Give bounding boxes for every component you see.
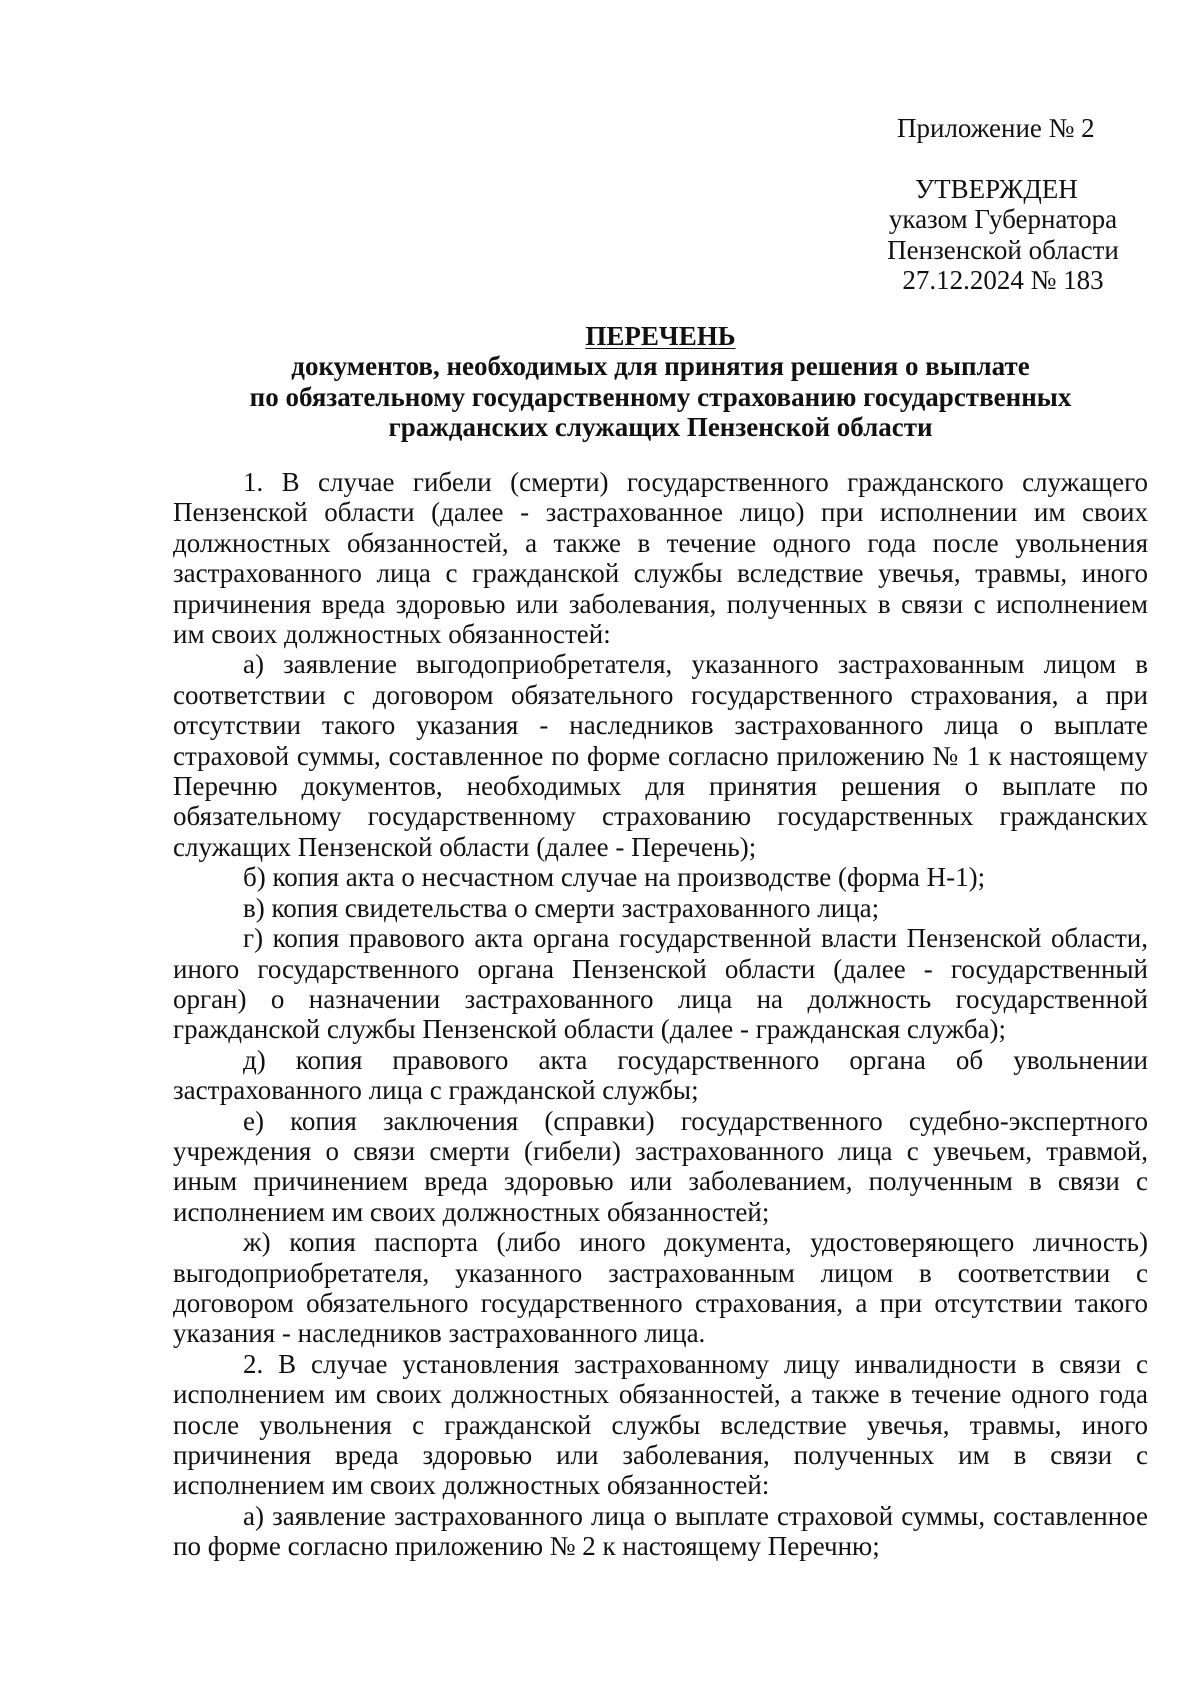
paragraph-1f: е) копия заключения (справки) государственного судебно-экспертного учреждения о связи смерти (гибели) застрахованного лица с увечьем, травмой, иным причинением вреда здоровью или заболеванием, полученным в связи с исполнением им своих должностных обязанностей; [173,1105,1148,1227]
title-line-2: по обязательному государственному страхованию государственных [249,381,1072,412]
approval-region: Пензенской области [887,234,1119,265]
title-line-3: гражданских служащих Пензенской области [388,412,933,443]
paragraph-2: 2. В случае установления застрахованному лицу инвалидности в связи с исполнением им своих должностных обязанностей, а также в течение одного года после увольнения с гражданской службы вследствие увечья, травмы, иного причинения вреда здоровью или заболевания, полученных им в связи с исполнением им своих должностных обязанностей: [173,1348,1148,1501]
paragraph-1: 1. В случае гибели (смерти) государственного гражданского служащего Пензенской области (далее - застрахованное лицо) при исполнении им своих должностных обязанностей, а также в течение одного года после увольнения застрахованного лица с гражданской службы вследствие увечья, травмы, иного причинения вреда здоровью или заболевания, полученных в связи с исполнением им своих должностных обязанностей: [173,467,1148,650]
appendix-label: Приложение № 2 [897,113,1095,143]
paragraph-1d: г) копия правового акта органа государственной власти Пензенской области, иного государственного органа Пензенской области (далее - государственный орган) о назначении застрахованного лица на должность государственной гражданской службы Пензенской области (далее - гражданская служба); [173,923,1148,1045]
approval-status: УТВЕРЖДЕН [915,174,1078,204]
approval-stamp-block [878,174,1128,296]
paragraph-1g: ж) копия паспорта (либо иного документа, удостоверяющего личность) выгодоприобретателя, указанного застрахованным лицом в соответствии с договором обязательного государственного страхования, а при отсутствии такого указания - наследников застрахованного лица. [173,1227,1148,1349]
paragraph-1c: в) копия свидетельства о смерти застрахованного лица; [243,892,880,923]
approval-date-number: 27.12.2024 № 183 [902,265,1104,296]
paragraph-1e: д) копия правового акта государственного органа об увольнении застрахованного лица с гражданской службы; [173,1044,1148,1106]
document-body [173,467,1148,1562]
paragraph-1a: а) заявление выгодоприобретателя, указанного застрахованным лицом в соответствии с договором обязательного государственного страхования, а при отсутствии такого указания - наследников застрахованного лица о выплате страховой суммы, составленное по форме согласно приложению № 1 к настоящему Перечню документов, необходимых для принятия решения о выплате по обязательному государственному страхованию государственных гражданских служащих Пензенской области (далее - Перечень); [173,649,1148,862]
approval-authority: указом Губернатора [888,204,1118,235]
title-main: ПЕРЕЧЕНЬ [585,321,736,351]
paragraph-1b: б) копия акта о несчастном случае на производстве (форма Н-1); [243,862,986,893]
paragraph-2a: а) заявление застрахованного лица о выплате страховой суммы, составленное по форме согласно приложению № 2 к настоящему Перечню; [173,1500,1148,1562]
document-title [173,321,1148,443]
title-line-1: документов, необходимых для принятия решения о выплате [291,351,1030,382]
